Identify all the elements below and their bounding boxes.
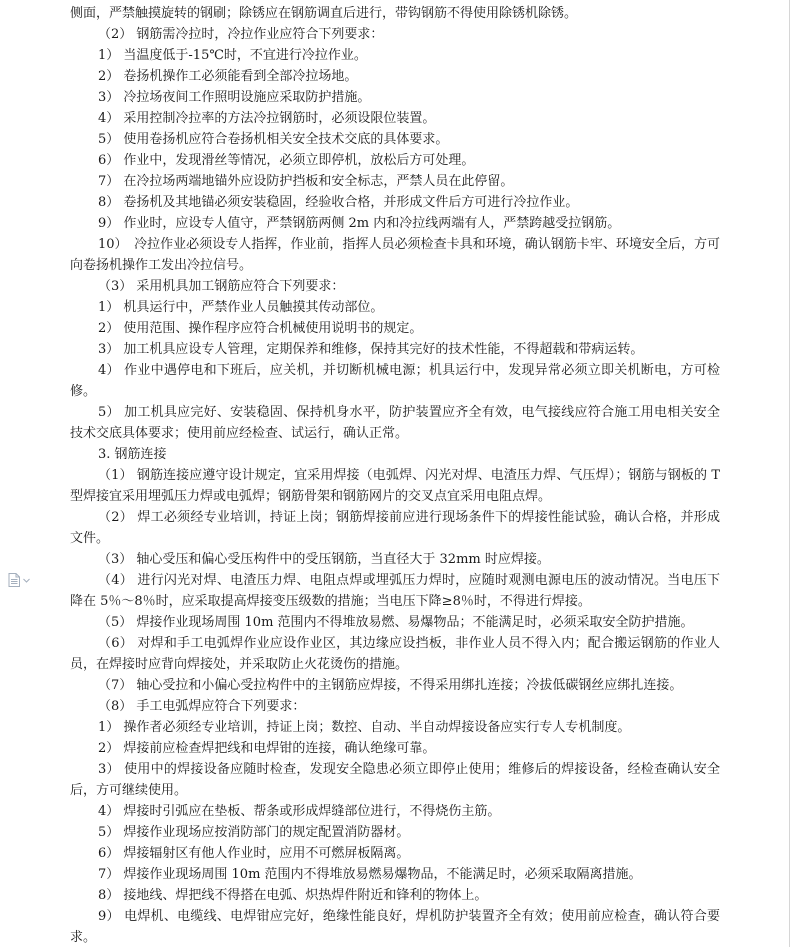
paragraph: （1） 钢筋连接应遵守设计规定，宜采用焊接（电弧焊、闪光对焊、电渣压力焊、气压焊）；钢筋与钢板的 T 型焊接宜采用埋弧压力焊或电弧焊；钢筋骨架和钢筋网片的交叉点宜采用电阻点焊。 bbox=[70, 468, 720, 504]
paragraph: （2） 钢筋需冷拉时，冷拉作业应符合下列要求： bbox=[98, 27, 384, 42]
list-item: 1） 当温度低于-15℃时，不宜进行冷拉作业。 bbox=[98, 48, 367, 63]
list-item: 6） 作业中，发现滑丝等情况，必须立即停机，放松后方可处理。 bbox=[98, 153, 475, 168]
list-item: 4） 作业中遇停电和下班后，应关机，并切断机械电源；机具运行中，发现异常必须立即关机断电，方可检修。 bbox=[70, 363, 720, 399]
list-item: 9） 作业时，应设专人值守，严禁钢筋两侧 2m 内和冷拉线两端有人，严禁跨越受拉钢筋。 bbox=[98, 216, 621, 231]
paragraph: 侧面，严禁触摸旋转的钢刷；除锈应在钢筋调直后进行，带钩钢筋不得使用除锈机除锈。 bbox=[70, 6, 578, 21]
list-item: 5） 使用卷扬机应符合卷扬机相关安全技术交底的具体要求。 bbox=[98, 132, 449, 147]
list-item: 6） 焊接辐射区有他人作业时，应用不可燃屏板隔离。 bbox=[98, 846, 410, 861]
list-item: 7） 焊接作业现场周围 10m 范围内不得堆放易燃易爆物品，不能满足时，必须采取隔离措施。 bbox=[98, 867, 642, 882]
list-item: 2） 焊接前应检查焊把线和电焊钳的连接，确认绝缘可靠。 bbox=[98, 741, 436, 756]
list-item: 1） 机具运行中，严禁作业人员触摸其传动部位。 bbox=[98, 300, 384, 315]
list-item: 8） 接地线、焊把线不得搭在电弧、炽热焊件附近和锋利的物体上。 bbox=[98, 888, 488, 903]
document-body bbox=[70, 3, 720, 948]
gutter-document-menu[interactable] bbox=[8, 573, 36, 587]
list-item: 3） 加工机具应设专人管理，定期保养和维修，保持其完好的技术性能，不得超载和带病运转。 bbox=[98, 342, 644, 357]
list-item: 5） 加工机具应完好、安装稳固、保持机身水平，防护装置应齐全有效，电气接线应符合施工用电相关安全技术交底具体要求；使用前应经检查、试运行，确认正常。 bbox=[70, 405, 720, 441]
document-icon bbox=[8, 573, 20, 587]
list-item: 2） 使用范围、操作程序应符合机械使用说明书的规定。 bbox=[98, 321, 423, 336]
list-item: 10） 冷拉作业必须设专人指挥，作业前，指挥人员必须检查卡具和环境，确认钢筋卡牢、环境安全后，方可向卷扬机操作工发出冷拉信号。 bbox=[70, 237, 720, 273]
paragraph: （7） 轴心受拉和小偏心受拉构件中的主钢筋应焊接，不得采用绑扎连接；冷拔低碳钢丝应绑扎连接。 bbox=[98, 678, 683, 693]
paragraph: （3） 采用机具加工钢筋应符合下列要求： bbox=[98, 279, 345, 294]
chevron-down-icon bbox=[23, 578, 30, 583]
list-item: 2） 卷扬机操作工必须能看到全部冷拉场地。 bbox=[98, 69, 358, 84]
paragraph: （4） 进行闪光对焊、电渣压力焊、电阻点焊或埋弧压力焊时，应随时观测电源电压的波动情况。当电压下降在 5％～8％时，应采取提高焊接变压级数的措施；当电压下降≥8％时，不得进行焊接。 bbox=[70, 573, 720, 609]
page-edge-divider bbox=[789, 0, 790, 947]
section-heading: 3. 钢筋连接 bbox=[98, 447, 167, 462]
list-item: 3） 冷拉场夜间工作照明设施应采取防护措施。 bbox=[98, 90, 371, 105]
list-item: 4） 焊接时引弧应在垫板、帮条或形成焊缝部位进行，不得烧伤主筋。 bbox=[98, 804, 501, 819]
list-item: 1） 操作者必须经专业培训，持证上岗；数控、自动、半自动焊接设备应实行专人专机制度。 bbox=[98, 720, 631, 735]
list-item: 3） 使用中的焊接设备应随时检查，发现安全隐患必须立即停止使用；维修后的焊接设备，经检查确认安全后，方可继续使用。 bbox=[70, 762, 720, 798]
list-item: 9） 电焊机、电缆线、电焊钳应完好，绝缘性能良好，焊机防护装置齐全有效；使用前应检查，确认符合要求。 bbox=[70, 909, 720, 945]
list-item: 5） 焊接作业现场应按消防部门的规定配置消防器材。 bbox=[98, 825, 410, 840]
paragraph: （3） 轴心受压和偏心受压构件中的受压钢筋，当直径大于 32mm 时应焊接。 bbox=[98, 552, 550, 567]
paragraph: （5） 焊接作业现场周围 10m 范围内不得堆放易燃、易爆物品；不能满足时，必须采取安全防护措施。 bbox=[98, 615, 694, 630]
paragraph: （6） 对焊和手工电弧焊作业应设作业区，其边缘应设挡板，非作业人员不得入内；配合搬运钢筋的作业人员，在焊接时应背向焊接处，并采取防止火花烫伤的措施。 bbox=[70, 636, 720, 672]
list-item: 8） 卷扬机及其地锚必须安装稳固，经验收合格，并形成文件后方可进行冷拉作业。 bbox=[98, 195, 579, 210]
paragraph: （2） 焊工必须经专业培训，持证上岗；钢筋焊接前应进行现场条件下的焊接性能试验，确认合格，并形成文件。 bbox=[70, 510, 720, 546]
paragraph: （8） 手工电弧焊应符合下列要求： bbox=[98, 699, 306, 714]
list-item: 4） 采用控制冷拉率的方法冷拉钢筋时，必须设限位装置。 bbox=[98, 111, 436, 126]
list-item: 7） 在冷拉场两端地锚外应设防护挡板和安全标志，严禁人员在此停留。 bbox=[98, 174, 514, 189]
